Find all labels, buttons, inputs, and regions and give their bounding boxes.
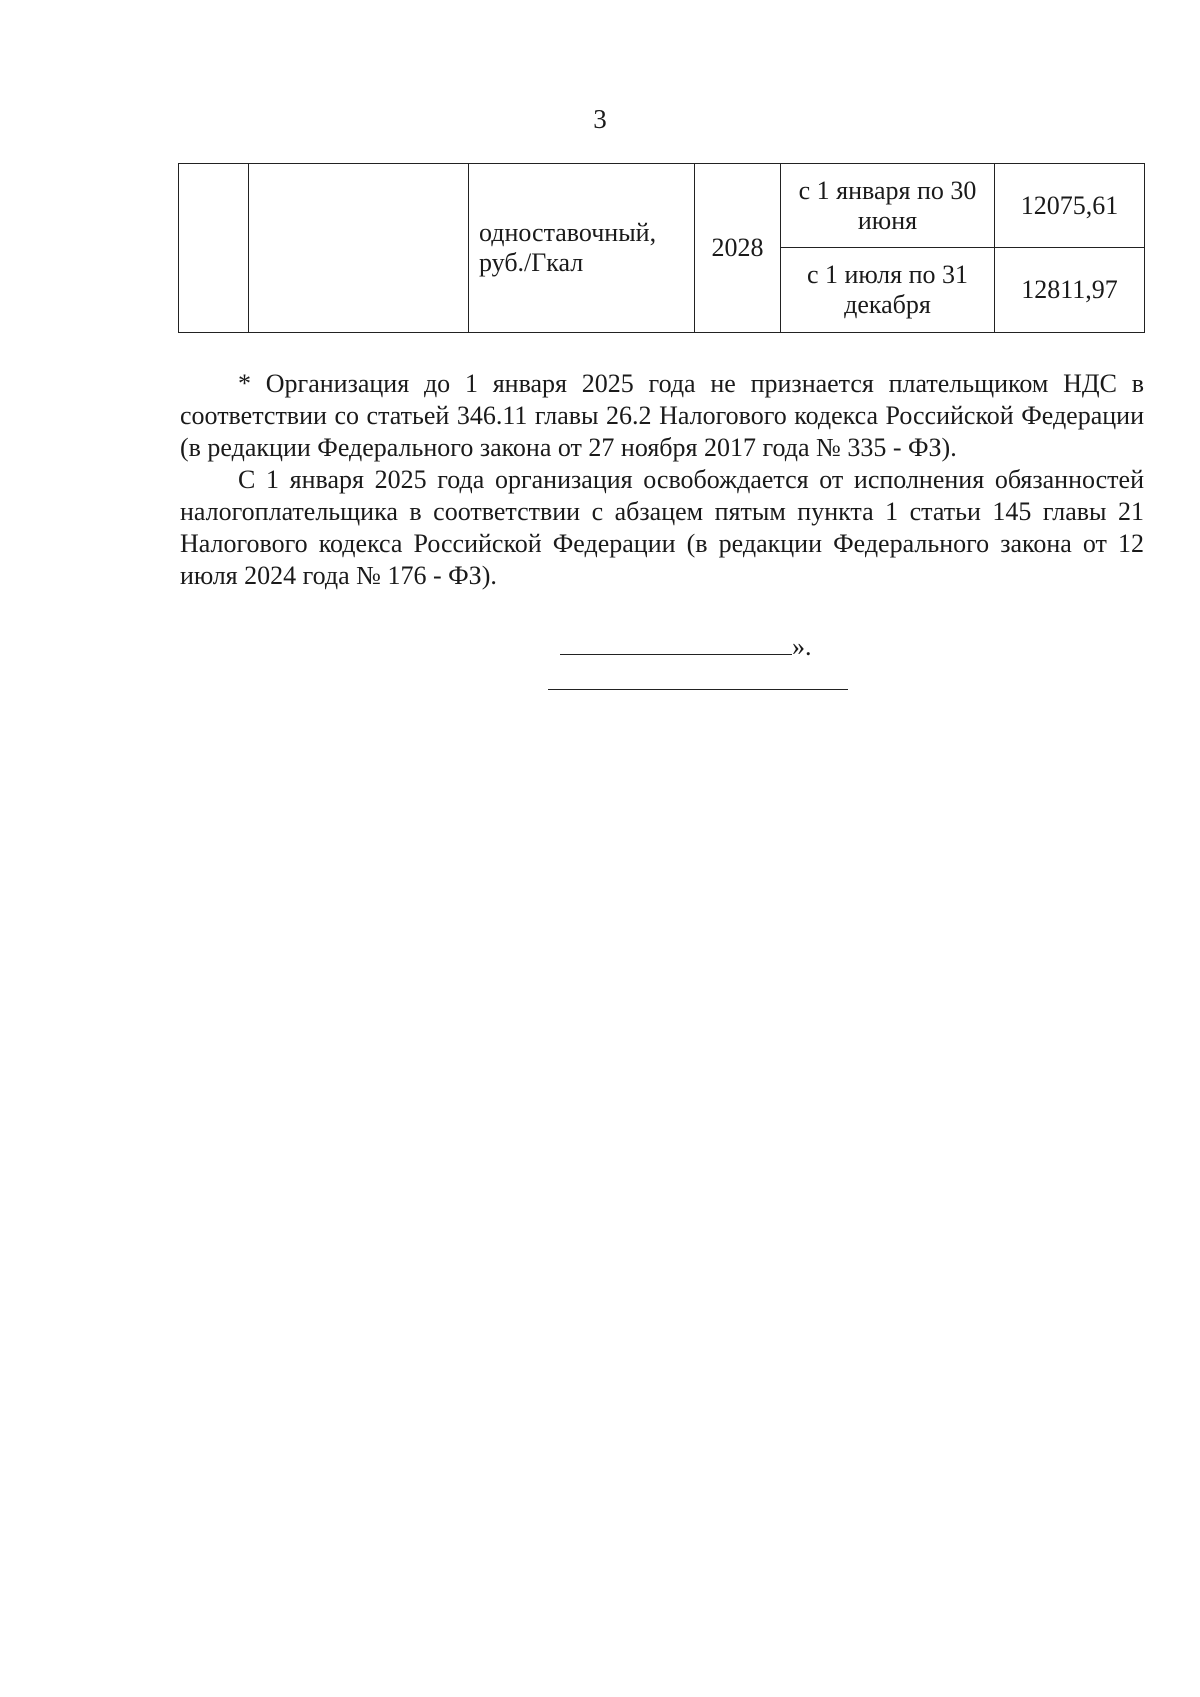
table-cell-index <box>179 164 249 333</box>
end-rule <box>548 689 848 690</box>
table-cell-period: с 1 января по 30 июня <box>781 164 995 248</box>
notes-section <box>180 368 1144 592</box>
note-exemption: С 1 января 2025 года организация освобождается от исполнения обязанностей налогоплательщика в соответствии с абзацем пятым пункта 1 статьи 145 главы 21 Налогового кодекса Российской Федерации (в редакции Федерального закона от 12 июля 2024 года № 176 - ФЗ). <box>180 465 1144 590</box>
table-cell-period: с 1 июля по 31 декабря <box>781 248 995 333</box>
closing-quote-mark: ». <box>792 632 812 661</box>
table-cell-name <box>249 164 469 333</box>
page-number: 3 <box>593 104 607 134</box>
blank-rule <box>560 632 792 655</box>
table-cell-year: 2028 <box>695 164 781 333</box>
tariff-table <box>178 163 1145 333</box>
table-cell-value: 12811,97 <box>995 248 1145 333</box>
footnote-vat: * Организация до 1 января 2025 года не признается плательщиком НДС в соответствии со статьей 346.11 главы 26.2 Налогового кодекса Российской Федерации (в редакции Федерального закона от 27 ноября 2017 года № 335 - ФЗ). <box>180 369 1144 462</box>
table-cell-value: 12075,61 <box>995 164 1145 248</box>
table-row <box>179 164 1145 248</box>
closing-line <box>560 632 812 662</box>
table-cell-rate-type: одноставочный, руб./Гкал <box>469 164 695 333</box>
